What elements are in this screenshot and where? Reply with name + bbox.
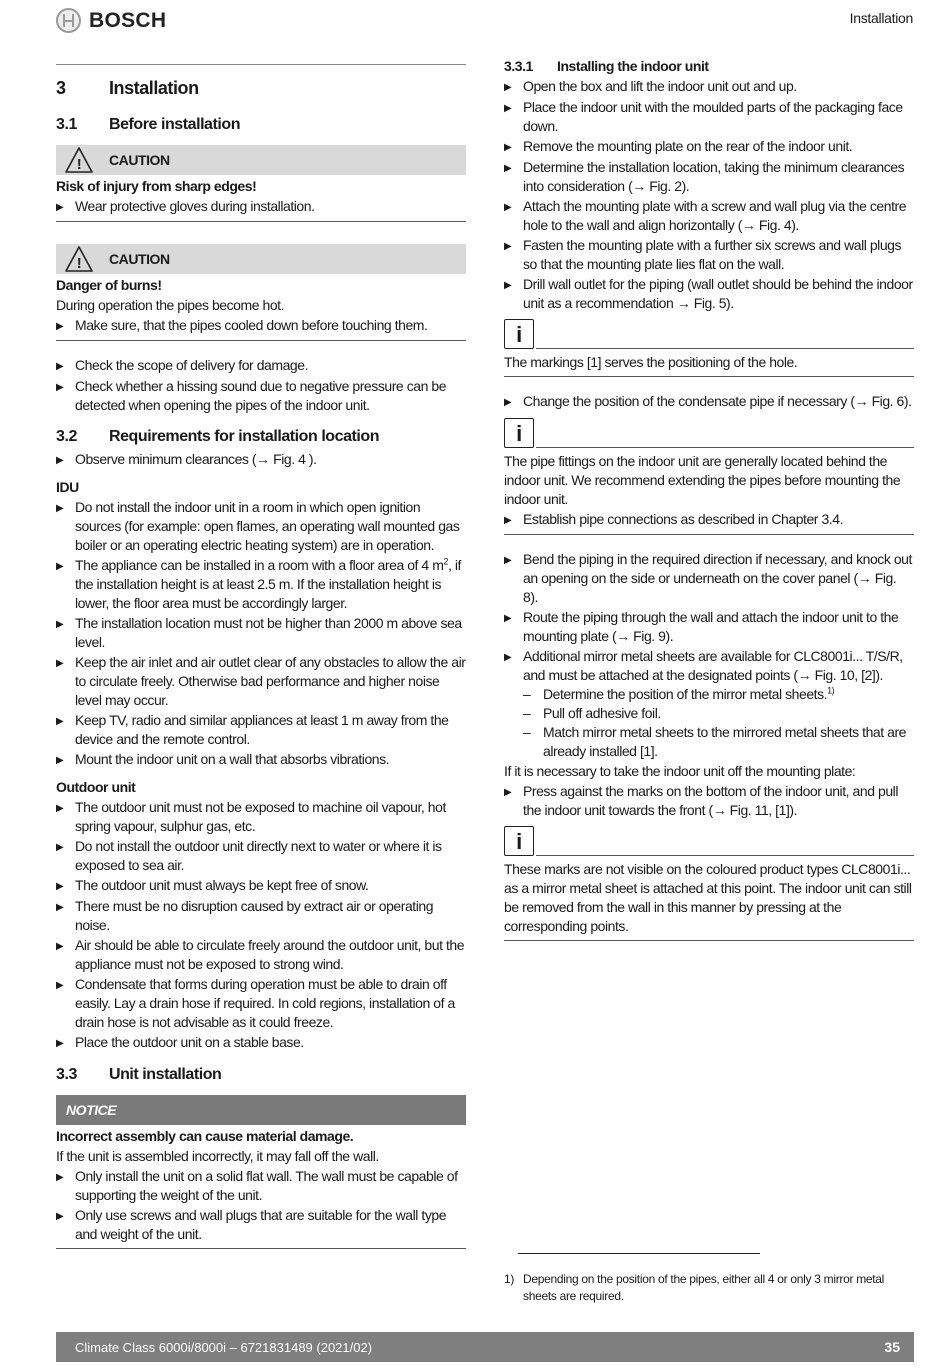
bullet-item-text [75, 936, 466, 974]
bullet-item-content: The outdoor unit must always be kept free of snow. [75, 877, 369, 893]
paragraph-content: If it is necessary to take the indoor unit off the mounting plate: [504, 763, 856, 779]
bullet-item-content: Drill wall outlet for the piping (wall outlet should be behind the indoor unit as a recommendation → Fig. 5). [523, 276, 913, 311]
bullet-arrow-icon: ▶ [56, 658, 64, 669]
bullet-item-text [75, 377, 466, 415]
bullet-item-content: Do not install the indoor unit in a room in which open ignition sources (for example: open flames, an operating wall mounted gas boiler or an operating electric heating system) are in operation. [75, 499, 460, 553]
bullet-item-text [75, 975, 466, 1032]
bullet-item [504, 98, 914, 136]
section-number: 3.3 [56, 1065, 77, 1083]
bullet-arrow-icon: ▶ [504, 397, 512, 408]
footnote [504, 1271, 914, 1305]
section-title: Installation [109, 77, 199, 98]
dash-item-text [543, 685, 834, 704]
bullet-arrow-icon: ▶ [56, 1038, 64, 1049]
spacer [56, 222, 466, 236]
paragraph [56, 296, 466, 315]
bullet-item-continuation: , if the installation height is at least 2.5 m. If the installation height is lower, the floor area must be accordingly larger. [75, 557, 461, 611]
bullet-item [504, 510, 914, 530]
bullet-arrow-icon: ▶ [56, 842, 64, 853]
paragraph-text [56, 1148, 379, 1164]
bullet-item-content: Establish pipe connections as described in Chapter 3.4. [523, 511, 844, 527]
bullet-arrow-icon: ▶ [504, 202, 512, 213]
bullet-item-content: Only use screws and wall plugs that are suitable for the wall type and weight of the unit. [75, 1207, 447, 1242]
section-heading [56, 1061, 466, 1087]
paragraph [56, 1147, 466, 1166]
bullet-arrow-icon: ▶ [56, 941, 64, 952]
bullet-arrow-icon: ▶ [56, 1172, 64, 1183]
info-rule [536, 855, 914, 856]
bullet-arrow-icon: ▶ [56, 561, 64, 572]
bullet-item [56, 316, 466, 336]
bullet-item-text [523, 550, 914, 607]
bullet-arrow-icon: ▶ [56, 503, 64, 514]
paragraph-text [504, 861, 912, 934]
info-icon: i [504, 826, 534, 856]
spacer [504, 535, 914, 549]
footnote-marker: 1) [504, 1272, 515, 1286]
bullet-item-text [75, 556, 466, 613]
bullet-item-content: Change the position of the condensate pipe if necessary (→ Fig. 6). [523, 393, 912, 409]
bullet-item-text [523, 275, 914, 313]
bullet-item-text [523, 236, 914, 274]
dash-item-content: Pull off adhesive foil. [543, 705, 661, 721]
paragraph-text [504, 763, 855, 779]
info-header [504, 418, 914, 448]
document-id: Climate Class 6000i/8000i – 6721831489 (2021/02) [75, 1339, 373, 1355]
bullet-arrow-icon: ▶ [504, 613, 512, 624]
warn-label: CAUTION [109, 250, 170, 267]
bullet-item-content: Place the outdoor unit on a stable base. [75, 1034, 304, 1050]
footnote-divider [518, 1253, 760, 1254]
bullet-item-text [523, 77, 797, 97]
bullet-item [56, 1033, 466, 1053]
bullet-item-content: Attach the mounting plate with a screw and wall plug via the centre hole to the wall and align horizontally (→ Fig. 4). [523, 198, 907, 233]
paragraph [504, 860, 914, 936]
bosch-armature-icon [56, 8, 81, 33]
info-icon: i [504, 418, 534, 448]
bullet-arrow-icon: ▶ [56, 361, 64, 372]
bullet-item-text [523, 98, 914, 136]
superscript: 2 [443, 556, 448, 567]
bullet-item-content: Make sure, that the pipes cooled down before touching them. [75, 317, 428, 333]
bullet-arrow-icon: ▶ [504, 280, 512, 291]
bullet-item-content: Check the scope of delivery for damage. [75, 357, 309, 373]
bullet-item-text [75, 498, 466, 555]
paragraph-content: These marks are not visible on the coloured product types CLC8001i... as a mirror metal sheet is attached at this point. The indoor unit can still be removed from the wall in this manner by pressing at the corresponding points. [504, 861, 912, 934]
brand-name: BOSCH [89, 8, 167, 32]
bullet-arrow-icon: ▶ [504, 241, 512, 252]
bullet-item-content: Press against the marks on the bottom of the indoor unit, and pull the indoor unit towards the front (→ Fig. 11, [1]). [523, 783, 898, 818]
section-title: Unit installation [109, 1065, 222, 1083]
bullet-item-content: Keep the air inlet and air outlet clear of any obstacles to allow the air to circulate freely. Otherwise bad performance and higher noise level may occur. [75, 654, 466, 708]
caution-box [56, 145, 466, 222]
bullet-item-text [75, 356, 308, 376]
bullet-item [504, 158, 914, 196]
bullet-item-text [75, 798, 466, 836]
paragraph-text [56, 297, 284, 313]
running-header: Installation [849, 10, 913, 26]
bullet-arrow-icon: ▶ [56, 1211, 64, 1222]
paragraph-text [504, 354, 797, 370]
bullet-item-text [523, 647, 914, 685]
dash-item-content: Match mirror metal sheets to the mirrored metal sheets that are already installed [1]. [543, 724, 907, 759]
dash-item [523, 723, 914, 761]
warn-label: CAUTION [109, 151, 170, 168]
spacer [504, 377, 914, 391]
section-title: Installing the indoor unit [557, 57, 709, 74]
bullet-item [56, 750, 466, 770]
bullet-item [56, 897, 466, 935]
bullet-item-content: Check whether a hissing sound due to negative pressure can be detected when opening the pipes of the indoor unit. [75, 378, 447, 413]
warn-banner [56, 145, 466, 175]
page-footer [56, 1332, 914, 1362]
paragraph-content: The pipe fittings on the indoor unit are generally located behind the indoor unit. We recommend extending the pipes before mounting the indoor unit. [504, 453, 901, 507]
section-title: Before installation [109, 115, 241, 133]
bullet-item [56, 556, 466, 613]
section-heading [56, 423, 466, 449]
section-heading [504, 56, 914, 76]
bullet-arrow-icon: ▶ [504, 787, 512, 798]
bullet-item-text [75, 1033, 304, 1053]
footnote-text: Depending on the position of the pipes, either all 4 or only 3 mirror metal sheets are required. [523, 1272, 885, 1303]
paragraph-text [504, 453, 900, 507]
bullet-item [56, 1167, 466, 1205]
paragraph [504, 353, 914, 372]
bullet-item [56, 798, 466, 836]
bullet-arrow-icon: ▶ [504, 652, 512, 663]
bullet-item [56, 356, 466, 376]
bullet-item [56, 1206, 466, 1244]
info-icon: i [504, 319, 534, 349]
info-rule [536, 447, 914, 448]
paragraph [504, 452, 914, 509]
dash-marker: – [523, 724, 531, 740]
left-column [56, 64, 466, 1249]
bullet-item-text [523, 608, 914, 646]
bullet-item-content: Wear protective gloves during installation. [75, 198, 315, 214]
bullet-item-text [523, 782, 914, 820]
bullet-item [56, 876, 466, 896]
bullet-item [504, 608, 914, 646]
bullet-item-content: Only install the unit on a solid flat wall. The wall must be capable of supporting the weight of the unit. [75, 1168, 458, 1203]
bullet-item [56, 498, 466, 555]
bullet-item [504, 275, 914, 313]
bullet-item-content: Keep TV, radio and similar appliances at least 1 m away from the device and the remote control. [75, 712, 449, 747]
bullet-arrow-icon: ▶ [56, 455, 64, 466]
bullet-arrow-icon: ▶ [56, 716, 64, 727]
bullet-item [56, 614, 466, 652]
bullet-arrow-icon: ▶ [56, 755, 64, 766]
bullet-item-content: The installation location must not be higher than 2000 m above sea level. [75, 615, 462, 650]
bullet-arrow-icon: ▶ [504, 515, 512, 526]
bullet-item [56, 197, 466, 217]
bullet-item-text [75, 876, 368, 896]
bullet-arrow-icon: ▶ [56, 202, 64, 213]
bullet-item [56, 936, 466, 974]
bullet-arrow-icon: ▶ [56, 881, 64, 892]
spacer [56, 341, 466, 355]
bullet-item [504, 647, 914, 685]
paragraph [504, 762, 914, 781]
bullet-arrow-icon: ▶ [56, 902, 64, 913]
section-heading [56, 111, 466, 137]
bullet-arrow-icon: ▶ [504, 82, 512, 93]
warning-triangle-icon [56, 146, 109, 174]
info-box [504, 418, 914, 535]
bullet-item-text [75, 711, 466, 749]
bullet-item [56, 450, 466, 470]
notice-banner [56, 1095, 466, 1125]
bullet-item-content: Fasten the mounting plate with a further six screws and wall plugs so that the mounting plate lies flat on the wall. [523, 237, 902, 272]
bullet-item-content: Remove the mounting plate on the rear of the indoor unit. [523, 138, 853, 154]
bullet-item-content: There must be no disruption caused by extract air or operating noise. [75, 898, 434, 933]
bullet-item [504, 782, 914, 820]
info-rule [536, 348, 914, 349]
bullet-item-text [75, 614, 466, 652]
bullet-arrow-icon: ▶ [504, 103, 512, 114]
bullet-item-content: Additional mirror metal sheets are available for CLC8001i... T/S/R, and must be attached at the designated points (→ Fig. 10, [2]). [523, 648, 903, 683]
bullet-item-text [523, 137, 852, 157]
bullet-item-text [75, 1206, 466, 1244]
bullet-item-text [75, 1167, 466, 1205]
section-number: 3.2 [56, 427, 77, 445]
superscript: 1) [827, 685, 835, 696]
bullet-item [56, 837, 466, 875]
bullet-item-content: Determine the installation location, taking the minimum clearances into consideration (→ Fig. 2). [523, 159, 905, 194]
bullet-item-text [75, 653, 466, 710]
bullet-arrow-icon: ▶ [56, 980, 64, 991]
bullet-item-text [523, 197, 914, 235]
page-number: 35 [884, 1339, 900, 1355]
bullet-item-text [75, 450, 317, 470]
bullet-item-content: The outdoor unit must not be exposed to machine oil vapour, hot spring vapour, sulphur gas, etc. [75, 799, 446, 834]
bullet-item-text [75, 897, 466, 935]
bullet-item-content: Bend the piping in the required direction if necessary, and knock out an opening on the side or underneath on the cover panel (→ Fig. 8). [523, 551, 912, 605]
dash-item-text [543, 723, 914, 761]
info-box [504, 319, 914, 377]
subheading: IDU [56, 479, 79, 495]
bosch-logo [56, 8, 166, 33]
dash-marker: – [523, 705, 531, 721]
bullet-item-text [75, 750, 389, 770]
bullet-item-content: Open the box and lift the indoor unit out and up. [523, 78, 797, 94]
paragraph-content: The markings [1] serves the positioning of the hole. [504, 354, 798, 370]
dash-item [523, 685, 914, 704]
bullet-item-content: Place the indoor unit with the moulded parts of the packaging face down. [523, 99, 903, 134]
bullet-item [504, 77, 914, 97]
bullet-item [504, 392, 914, 412]
bullet-item-content: Route the piping through the wall and attach the indoor unit to the mounting plate (→ Fig. 9). [523, 609, 899, 644]
bullet-item-text [523, 158, 914, 196]
warn-banner [56, 244, 466, 274]
warning-title: Danger of burns! [56, 277, 162, 293]
bullet-item-text [75, 197, 315, 217]
bullet-item-text [75, 316, 427, 336]
bullet-item-text [523, 392, 912, 412]
bullet-item [56, 975, 466, 1032]
info-box [504, 826, 914, 941]
bullet-arrow-icon: ▶ [504, 555, 512, 566]
subheading: Outdoor unit [56, 779, 136, 795]
paragraph-content: During operation the pipes become hot. [56, 297, 285, 313]
bullet-arrow-icon: ▶ [56, 803, 64, 814]
bullet-item [504, 197, 914, 235]
right-column [504, 56, 914, 941]
bullet-item-content: Condensate that forms during operation must be able to drain off easily. Lay a drain hose if required. In cold regions, installation of a drain hose is not advisable as it could freeze. [75, 976, 455, 1030]
notice-box [56, 1095, 466, 1249]
section-heading [56, 73, 466, 103]
warning-triangle-icon [56, 245, 109, 273]
bullet-item [504, 236, 914, 274]
bullet-item-text [75, 837, 466, 875]
dash-marker: – [523, 686, 531, 702]
section-number: 3 [56, 77, 66, 98]
info-header [504, 319, 914, 349]
svg-text:!: ! [76, 255, 81, 272]
dash-item-text [543, 704, 661, 723]
paragraph-content: If the unit is assembled incorrectly, it may fall off the wall. [56, 1148, 379, 1164]
bullet-item [56, 711, 466, 749]
section-number: 3.3.1 [504, 57, 533, 74]
dash-item-content: Determine the position of the mirror metal sheets. [543, 686, 828, 702]
warning-title: Risk of injury from sharp edges! [56, 178, 257, 194]
bullet-item [56, 653, 466, 710]
bullet-item-content: Mount the indoor unit on a wall that absorbs vibrations. [75, 751, 390, 767]
bullet-item [504, 550, 914, 607]
svg-text:!: ! [76, 156, 81, 173]
bullet-arrow-icon: ▶ [504, 142, 512, 153]
bullet-item-content: Do not install the outdoor unit directly next to water or where it is exposed to sea air. [75, 838, 442, 873]
section-number: 3.1 [56, 115, 77, 133]
info-header [504, 826, 914, 856]
dash-item [523, 704, 914, 723]
caution-box [56, 244, 466, 341]
bullet-item [56, 377, 466, 415]
bullet-arrow-icon: ▶ [56, 619, 64, 630]
notice-label: NOTICE [66, 1101, 117, 1118]
bullet-arrow-icon: ▶ [504, 163, 512, 174]
bullet-item [504, 137, 914, 157]
bullet-item-content: Air should be able to circulate freely around the outdoor unit, but the appliance must not be exposed to strong wind. [75, 937, 465, 972]
bullet-item-text [523, 510, 843, 530]
bullet-arrow-icon: ▶ [56, 382, 64, 393]
bullet-item-content: Observe minimum clearances (→ Fig. 4 ). [75, 451, 317, 467]
bullet-item-content: The appliance can be installed in a room with a floor area of 4 m [75, 557, 444, 573]
section-title: Requirements for installation location [109, 427, 380, 445]
bullet-arrow-icon: ▶ [56, 321, 64, 332]
warning-title: Incorrect assembly can cause material damage. [56, 1128, 354, 1144]
